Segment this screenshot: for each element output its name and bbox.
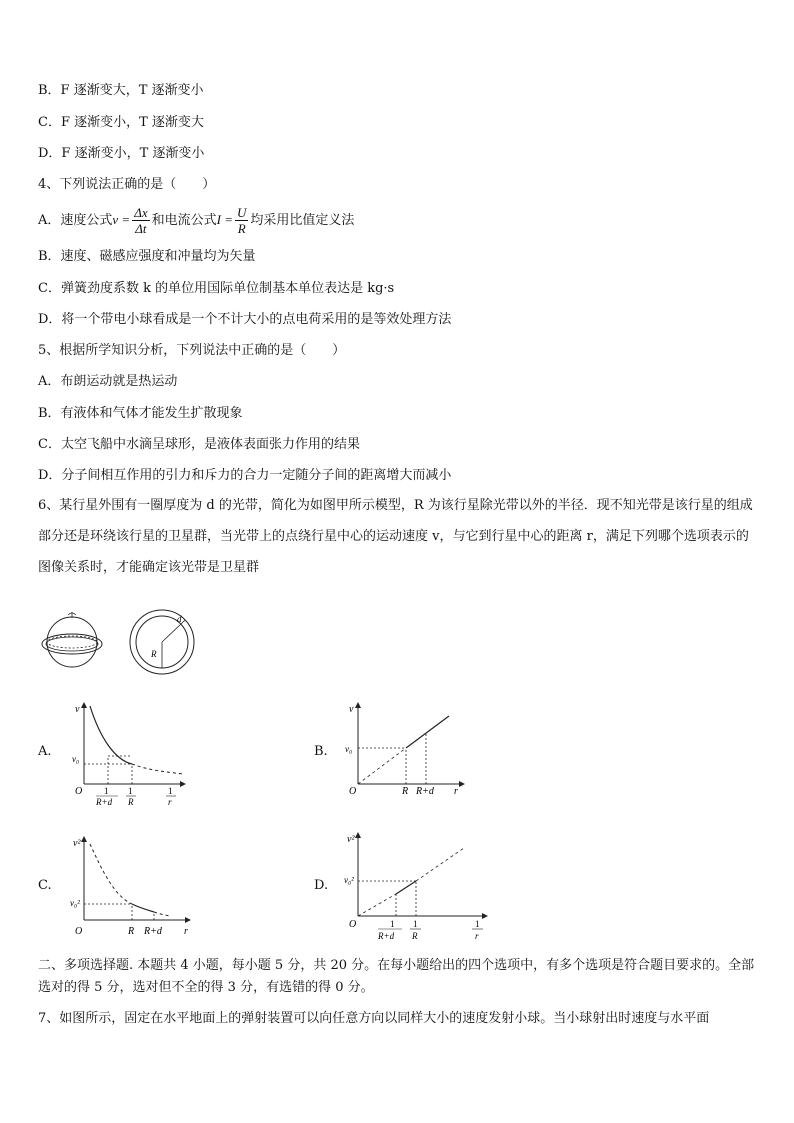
graph-d-x1d: R+d <box>378 931 395 941</box>
q4-a-mid: 和电流公式 <box>151 213 217 228</box>
q6-label-d: D. <box>314 878 329 893</box>
q5-option-c: C．太空飞船中水滴呈球形，是液体表面张力作用的结果 <box>38 437 360 452</box>
q4-a-i: I = <box>216 212 233 227</box>
q3-option-b: B．F 逐渐变大，T 逐渐变小 <box>38 83 204 98</box>
graph-a-origin: O <box>75 786 83 797</box>
graph-a-x2d: R <box>128 797 134 807</box>
graph-d-xe: 1 <box>475 919 480 929</box>
graph-d-x2: 1 <box>413 919 418 929</box>
graph-a-x1: 1 <box>104 786 109 796</box>
graph-a-x2: 1 <box>128 786 133 796</box>
graph-a-xe: 1 <box>168 786 173 796</box>
graph-b <box>344 698 469 808</box>
q4-a-v: v = <box>112 212 131 227</box>
fig-label-d: d <box>177 614 182 624</box>
q5-option-d: D．分子间相互作用的引力和斥力的合力一定随分子间的距离增大而减小 <box>38 468 452 483</box>
graph-b-x1: R <box>402 786 409 797</box>
current-den: R <box>237 221 246 236</box>
graph-c-y0: v₀² <box>70 898 80 908</box>
q4-option-a <box>38 203 354 238</box>
q4-stem: 4、下列说法正确的是（ ） <box>38 177 216 192</box>
graph-b-origin: O <box>349 786 357 797</box>
q7-stem: 7、如图所示，固定在水平地面上的弹射装置可以向任意方向以同样大小的速度发射小球。当小球射出时速度与水平面 <box>38 1011 710 1026</box>
velocity-den: Δt <box>135 221 147 236</box>
velocity-fraction <box>132 205 149 236</box>
graph-a-y0: v₀ <box>72 754 80 764</box>
q4-option-c: C．弹簧劲度系数 k 的单位用国际单位制基本单位表达是 kg·s <box>38 281 395 296</box>
graph-d-origin: O <box>349 919 357 930</box>
q5-stem: 5、根据所学知识分析，下列说法中正确的是（ ） <box>38 343 346 358</box>
q3-option-c: C．F 逐渐变小，T 逐渐变大 <box>38 115 204 130</box>
ring-cross-section <box>130 610 194 674</box>
q6-stem: 6、某行星外围有一圈厚度为 d 的光带，简化为如图甲所示模型，R 为该行星除光带以外的半径．现不知光带是该行星的组成部分还是环绕该行星的卫星群，当光带上的点绕行星中心的运动速度 v，与它到行星中心的距离 r，满足下列哪个选项表示的图像关系时，才能确定该光带是卫星群 <box>38 498 753 575</box>
graph-a-xed: r <box>168 797 172 807</box>
graph-d-x2d: R <box>412 931 418 941</box>
graph-b-y0: v₀ <box>345 744 353 754</box>
section-2-heading: 二、多项选择题. 本题共 4 小题，每小题 5 分，共 20 分。在每小题给出的四个选项中，有多个选项是符合题目要求的。全部选对的得 5 分，选对但不全的得 3 分，有选错的得 0 分。 <box>38 958 755 995</box>
velocity-num: Δx <box>134 205 148 220</box>
graph-c-x1: R <box>128 926 135 937</box>
q6-label-c: C. <box>38 878 52 893</box>
q6-label-a: A. <box>38 744 52 759</box>
figure-planet <box>40 608 215 678</box>
q6-label-b: B. <box>314 744 328 759</box>
graph-c-origin: O <box>75 926 83 937</box>
fig-label-r: R <box>151 649 157 659</box>
q5-option-a: A．布朗运动就是热运动 <box>38 374 178 389</box>
graph-b-y: v <box>349 704 354 715</box>
graph-c-x2: R+d <box>144 926 162 937</box>
graph-d <box>344 826 494 946</box>
graph-a-y: v <box>75 704 80 715</box>
graph-c-xe: r <box>184 926 188 937</box>
graph-b-xe: r <box>454 786 458 797</box>
graph-c <box>70 830 200 945</box>
planet-with-ring-icon <box>42 612 102 667</box>
graph-a-x1d: R+d <box>96 797 113 807</box>
graph-c-y: v² <box>73 838 81 849</box>
graph-d-y: v² <box>347 834 355 845</box>
q4-option-d: D．将一个带电小球看成是一个不计大小的点电荷采用的是等效处理方法 <box>38 312 452 327</box>
current-num: U <box>236 205 247 220</box>
q5-option-b: B．有液体和气体才能发生扩散现象 <box>38 406 243 421</box>
graph-a <box>70 698 190 808</box>
graph-d-xed: r <box>475 931 479 941</box>
q4-a-pre: A．速度公式 <box>38 213 113 228</box>
q4-option-b: B．速度、磁感应强度和冲量均为矢量 <box>38 249 256 264</box>
graph-d-x1: 1 <box>390 919 395 929</box>
graph-d-y0: v₀² <box>344 875 354 885</box>
graph-b-x2: R+d <box>416 786 434 797</box>
q4-a-post: 均采用比值定义法 <box>250 213 355 228</box>
q3-option-d: D．F 逐渐变小，T 逐渐变小 <box>38 146 205 161</box>
current-fraction <box>235 205 248 236</box>
